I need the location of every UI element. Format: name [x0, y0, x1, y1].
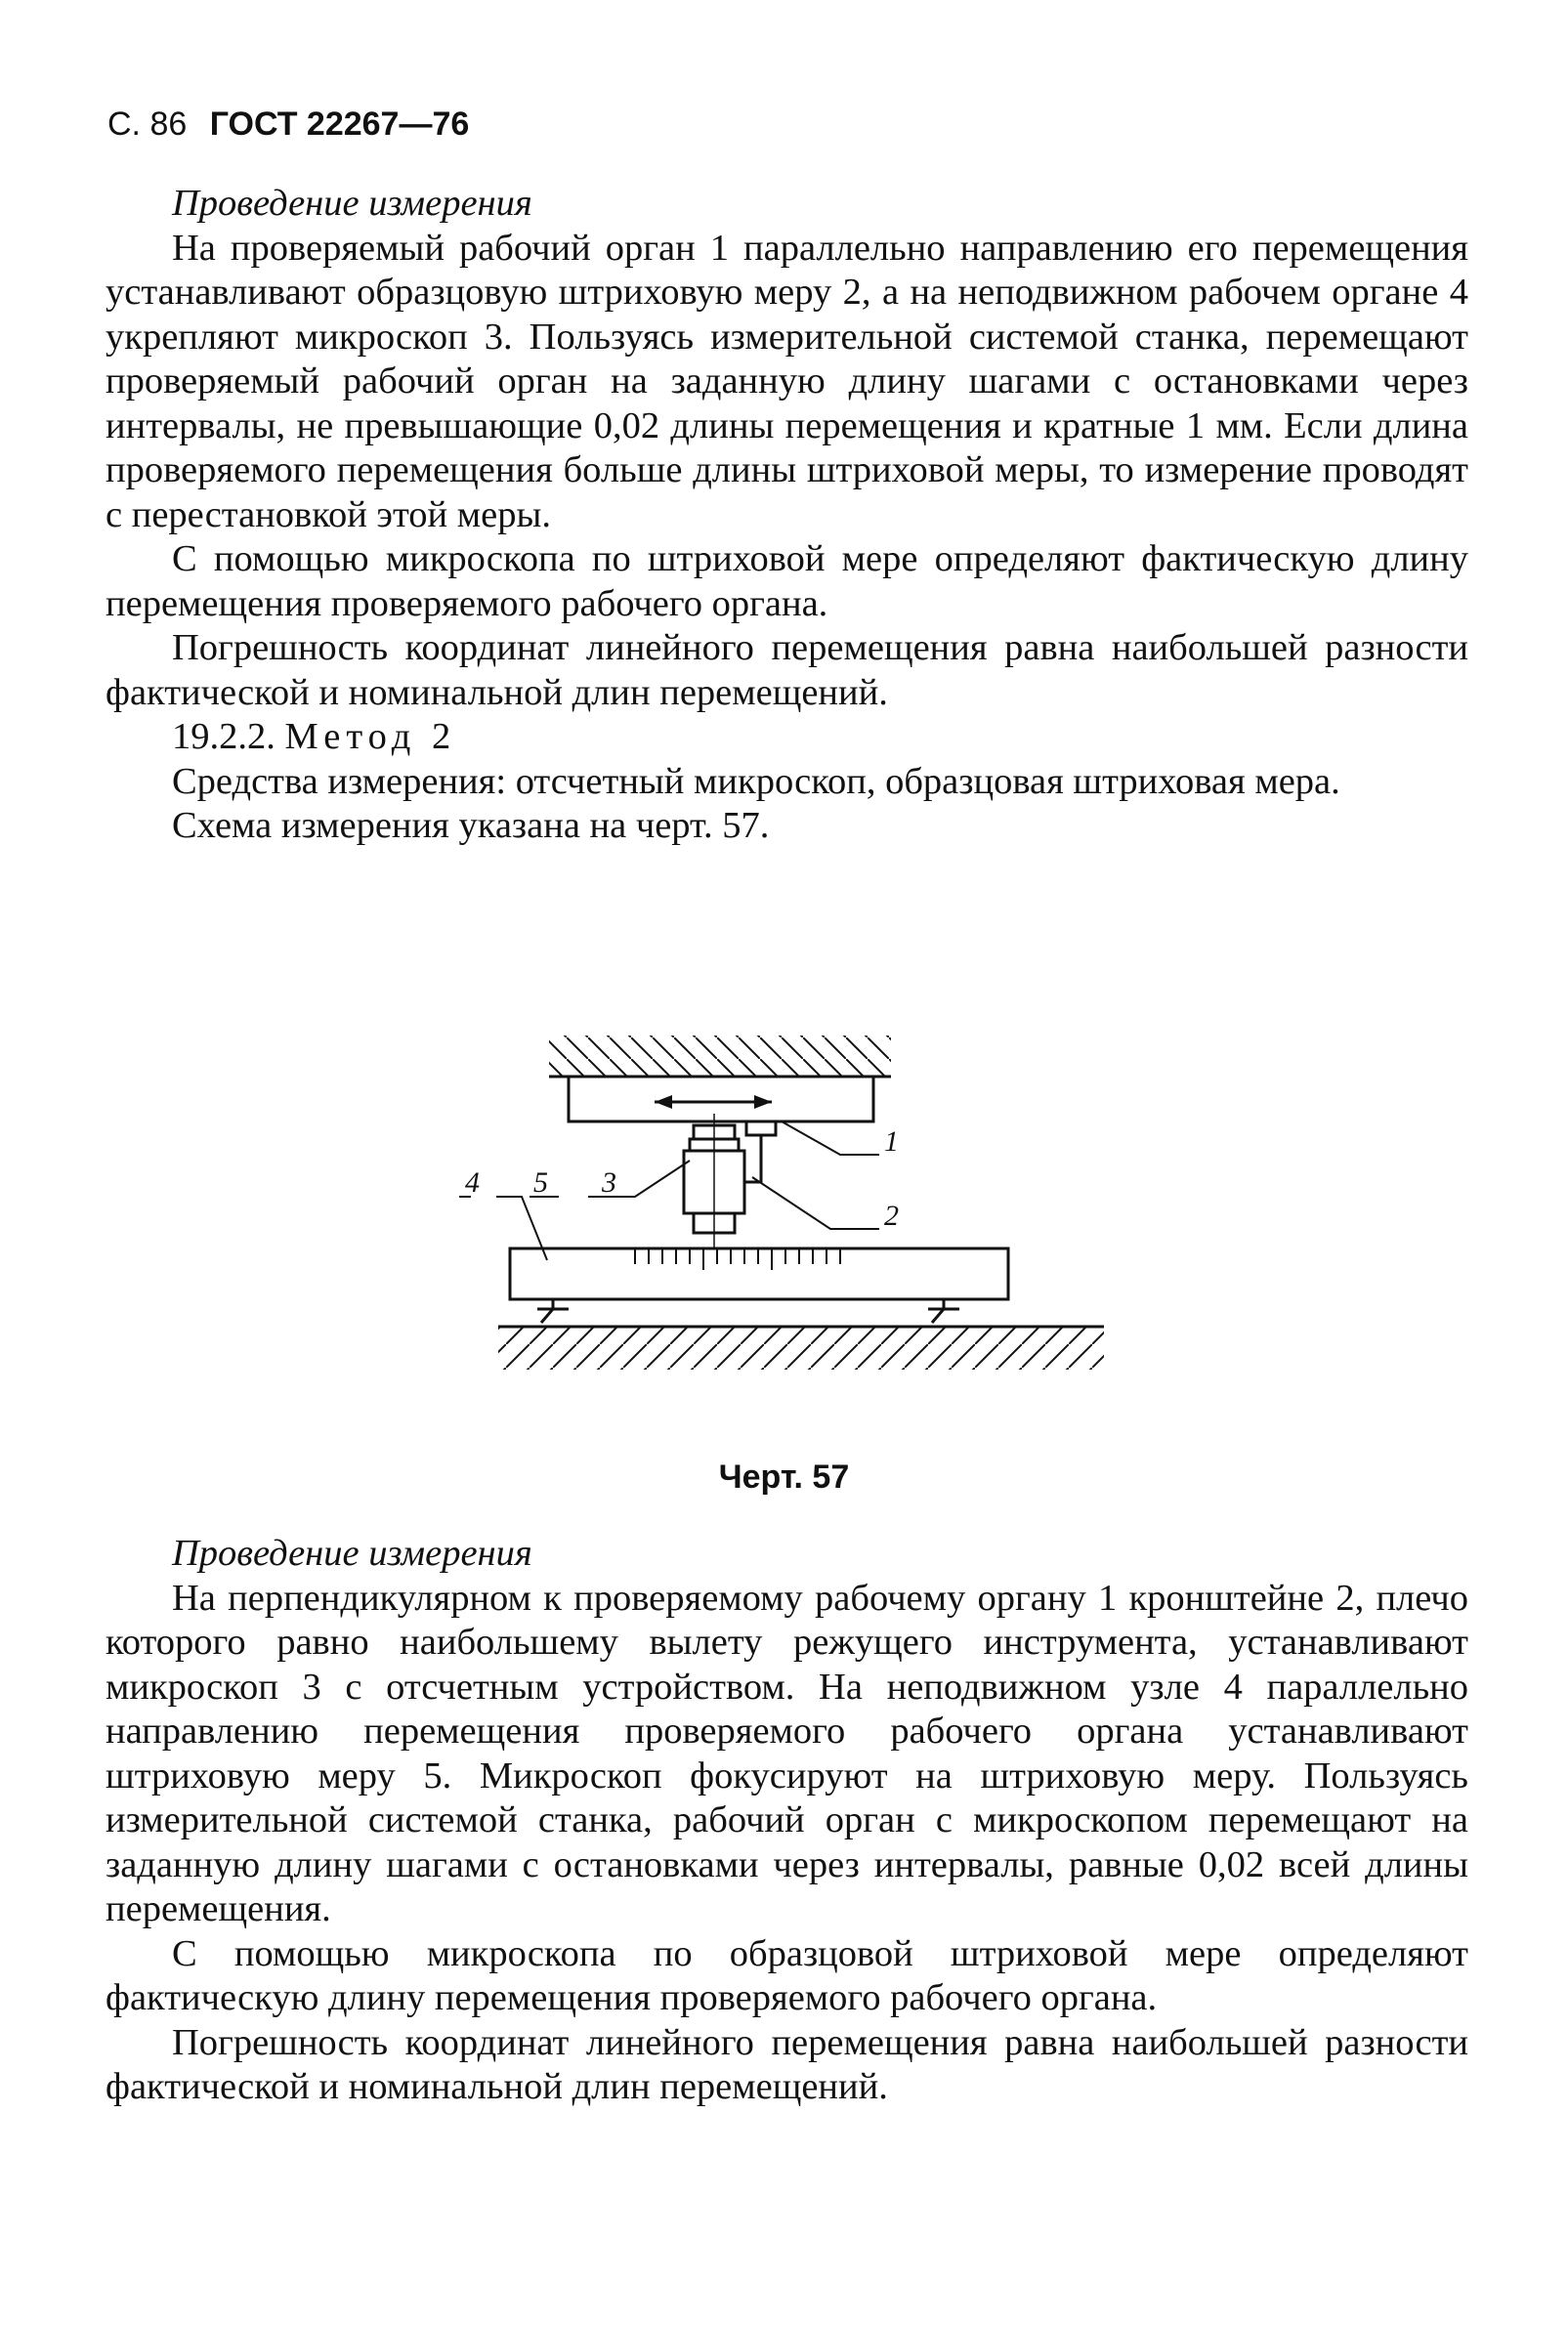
leader-lines [459, 1121, 879, 1260]
line-scale-5 [510, 1248, 1008, 1323]
paragraph: Схема измерения указана на черт. 57. [172, 805, 770, 846]
paragraph: На проверяемый рабочий орган 1 параллельно направлению его перемещения устанавливают образцовую штриховую меру 2, а на неподвижном рабочем органе 4 укрепляют микроскоп 3. Пользуясь измерительной системой станка, перемещают проверяемый рабочий орган на заданную длину шагами с остановками через интервалы, не превышающие 0,02 длины перемещения и кратные 1 мм. Если длина проверяемого перемещения больше длины штриховой меры, то измерение проводят с перестановкой этой меры. [106, 227, 1468, 535]
paragraph: Погрешность координат линейного перемещения равна наибольшей разности фактической и номинальной длин перемещений. [106, 2021, 1468, 2107]
label-5: 5 [533, 1166, 548, 1199]
drawing-57 [459, 1016, 1123, 1446]
paragraph: С помощью микроскопа по штриховой мере определяют фактическую длину перемещения проверяемого рабочего органа. [106, 538, 1468, 624]
figure-caption: Черт. 57 [718, 1458, 850, 1496]
label-1: 1 [884, 1125, 899, 1158]
paragraph: С помощью микроскопа по образцовой штриховой мере определяют фактическую длину перемещения проверяемого рабочего органа. [106, 1932, 1468, 2018]
bracket-2 [742, 1121, 776, 1182]
label-3: 3 [602, 1166, 616, 1199]
method-number: 19.2.2. [172, 716, 275, 757]
working-organ-1 [569, 1077, 873, 1121]
fixed-base-4 [498, 1327, 1104, 1370]
page-header [107, 106, 469, 144]
section-method-2 [106, 1532, 1468, 2110]
section-method-1 [106, 182, 1468, 849]
label-2: 2 [884, 1200, 899, 1232]
label-4: 4 [465, 1166, 480, 1199]
method-heading [106, 715, 1468, 760]
standard-number: ГОСТ 22267—76 [209, 106, 470, 143]
paragraph: Средства измерения: отсчетный микроскоп, образцовая штриховая мера. [172, 760, 1340, 802]
section-heading: Проведение измерения [172, 183, 532, 224]
paragraph: На перпендикулярном к проверяемому рабочему органу 1 кронштейне 2, плечо которого равно наибольшему вылету режущего инструмента, устанавливают микроскоп 3 с отсчетным устройством. На неподвижном узле 4 параллельно направлению перемещения проверяемого рабочего органа устанавливают штриховую меру 5. Микроскоп фокусируют на штриховую меру. Пользуясь измерительной системой станка, рабочий орган с микроскопом перемещают на заданную длину шагами с остановками через интервалы, равные 0,02 всей длины перемещения. [106, 1577, 1468, 1929]
microscope-3 [684, 1114, 744, 1248]
page-number: С. 86 [107, 106, 188, 143]
paragraph: Погрешность координат линейного перемещения равна наибольшей разности фактической и номинальной длин перемещений. [106, 627, 1468, 713]
top-hatched-structure [549, 1036, 891, 1077]
section-heading: Проведение измерения [172, 1533, 532, 1574]
method-title: Метод 2 [284, 716, 457, 757]
